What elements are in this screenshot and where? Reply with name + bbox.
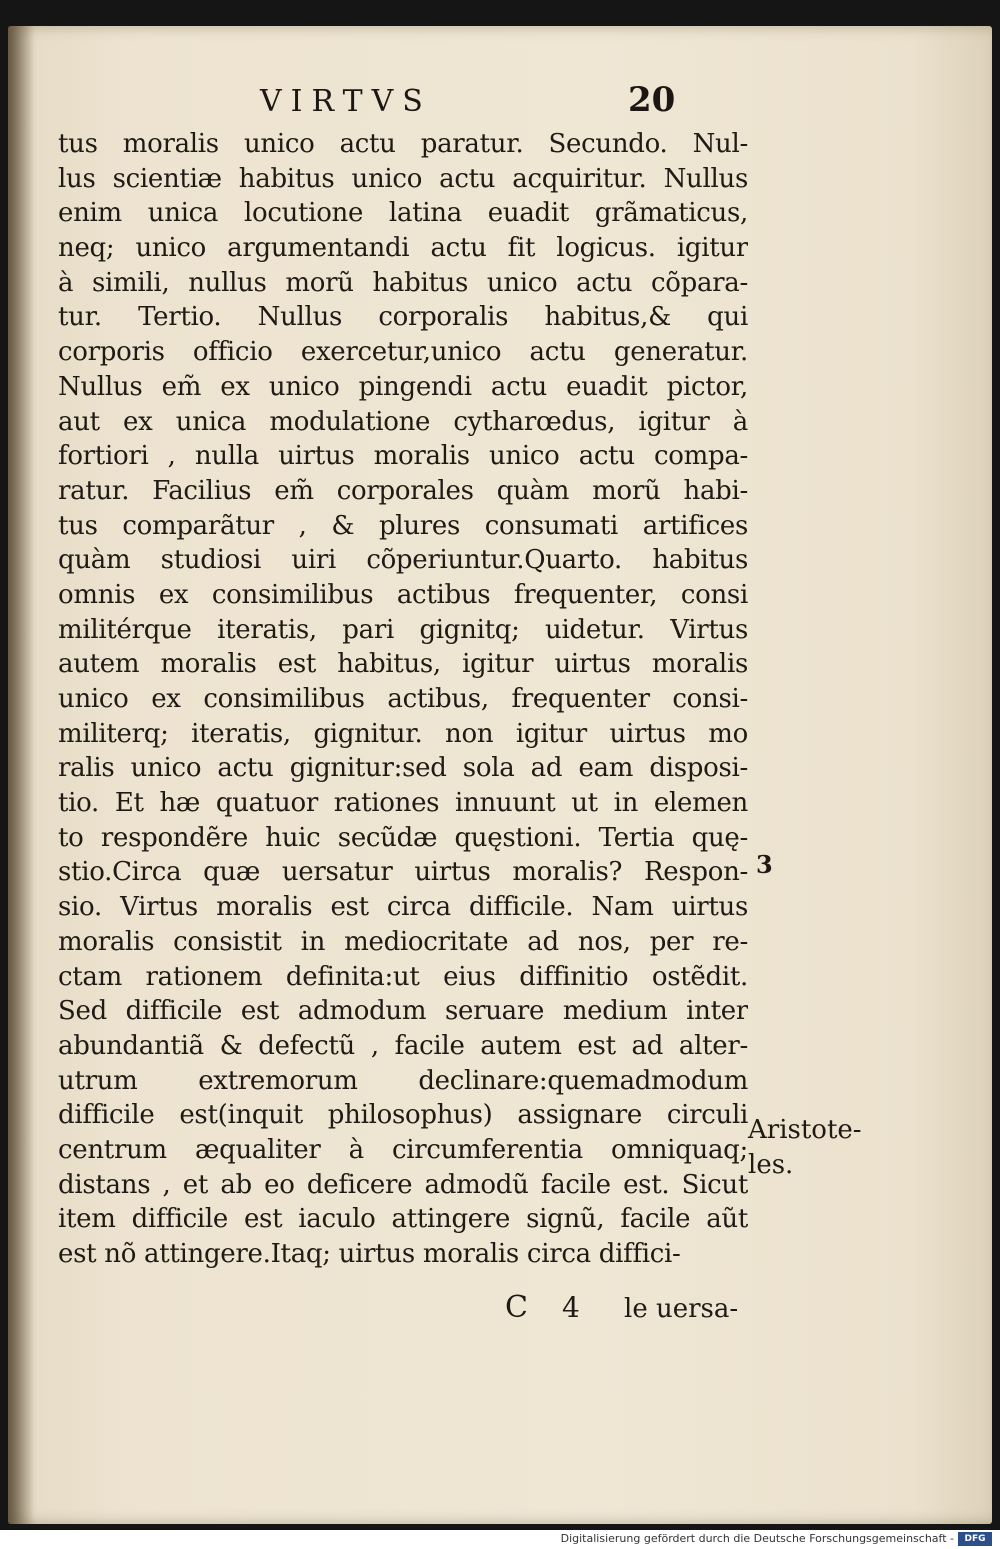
body-text	[58, 127, 748, 1272]
text-line: omnis ex consimilibus actibus frequenter, consi	[58, 579, 748, 610]
margin-question-number: 3	[756, 850, 773, 879]
text-line: quàm studiosi uiri cõperiuntur.Quarto. habitus	[58, 545, 748, 576]
catchword: le uersa-	[624, 1294, 739, 1324]
text-line: tus comparãtur , & plures consumati artifices	[58, 510, 748, 541]
text-line: moralis consistit in mediocritate ad nos, per re-	[58, 926, 748, 957]
text-line: Sed difficile est admodum seruare medium inter	[58, 996, 748, 1027]
text-line: à simili, nullus morũ habitus unico actu cõpara-	[58, 267, 748, 298]
text-line: tio. Et hæ quatuor rationes innuunt ut in elemen	[58, 788, 748, 819]
text-line: fortiori , nulla uirtus moralis unico actu compa-	[58, 441, 748, 472]
text-line: aut ex unica modulatione cytharœdus, igitur à	[58, 406, 748, 437]
text-line: lus scientiæ habitus unico actu acquiritur. Nullus	[58, 163, 748, 194]
text-line: centrum æqualiter à circumferentia omniquaq;	[58, 1134, 748, 1165]
text-line: corporis officio exercetur,unico actu generatur.	[58, 337, 748, 368]
margin-note-line: les.	[748, 1149, 794, 1180]
text-line: ctam rationem definita:ut eius diffinitio ostẽdit.	[58, 961, 748, 992]
signature-letter: C	[505, 1290, 528, 1325]
text-line: autem moralis est habitus, igitur uirtus moralis	[58, 649, 748, 680]
text-line: tur. Tertio. Nullus corporalis habitus,& qui	[58, 302, 748, 333]
text-line: unico ex consimilibus actibus, frequenter consi-	[58, 684, 748, 714]
text-line: militérque iteratis, pari gignitq; uidetur. Virtus	[58, 614, 748, 645]
margin-note-line: Aristote-	[748, 1115, 862, 1145]
funding-credit: Digitalisierung gefördert durch die Deutsche Forschungsgemeinschaft -	[560, 1532, 954, 1545]
text-line: utrum extremorum declinare:quemadmodum	[58, 1065, 748, 1096]
text-line: stio.Circa quæ uersatur uirtus moralis? Respon-	[58, 857, 748, 888]
text-line: item difficile est iaculo attingere signũ, facile aũt	[58, 1204, 748, 1235]
spine-shadow	[8, 26, 34, 1524]
text-line: neq; unico argumentandi actu fit logicus. igitur	[58, 233, 748, 264]
dfg-logo: DFG	[958, 1532, 992, 1546]
text-line: ralis unico actu gignitur:sed sola ad eam disposi-	[58, 753, 748, 784]
text-line: sio. Virtus moralis est circa difficile. Nam uirtus	[58, 892, 748, 923]
text-line: est nõ attingere.Itaq; uirtus moralis circa diffici-	[58, 1239, 681, 1269]
text-line: distans , et ab eo deficere admodũ facile est. Sicut	[58, 1169, 748, 1200]
text-line: enim unica locutione latina euadit grãmaticus,	[58, 198, 748, 229]
text-line: to respondẽre huic secũdæ quęstioni. Tertia quę-	[58, 822, 748, 853]
text-line: Nullus em̃ ex unico pingendi actu euadit pictor,	[58, 371, 748, 402]
text-line: difficile est(inquit philosophus) assignare circuli	[58, 1100, 748, 1131]
text-line: abundantiã & defectũ , facile autem est ad alter-	[58, 1030, 748, 1061]
text-line: tus moralis unico actu paratur. Secundo. Nul-	[58, 129, 748, 159]
running-head: VIRTVS	[260, 84, 432, 119]
margin-note	[748, 1113, 862, 1182]
signature-mark	[505, 1290, 580, 1325]
text-line: militerq; iteratis, gignitur. non igitur uirtus mo	[58, 718, 748, 749]
page-number: 20	[628, 80, 676, 120]
text-line: ratur. Facilius em̃ corporales quàm morũ habi-	[58, 475, 748, 506]
signature-number: 4	[561, 1291, 580, 1324]
